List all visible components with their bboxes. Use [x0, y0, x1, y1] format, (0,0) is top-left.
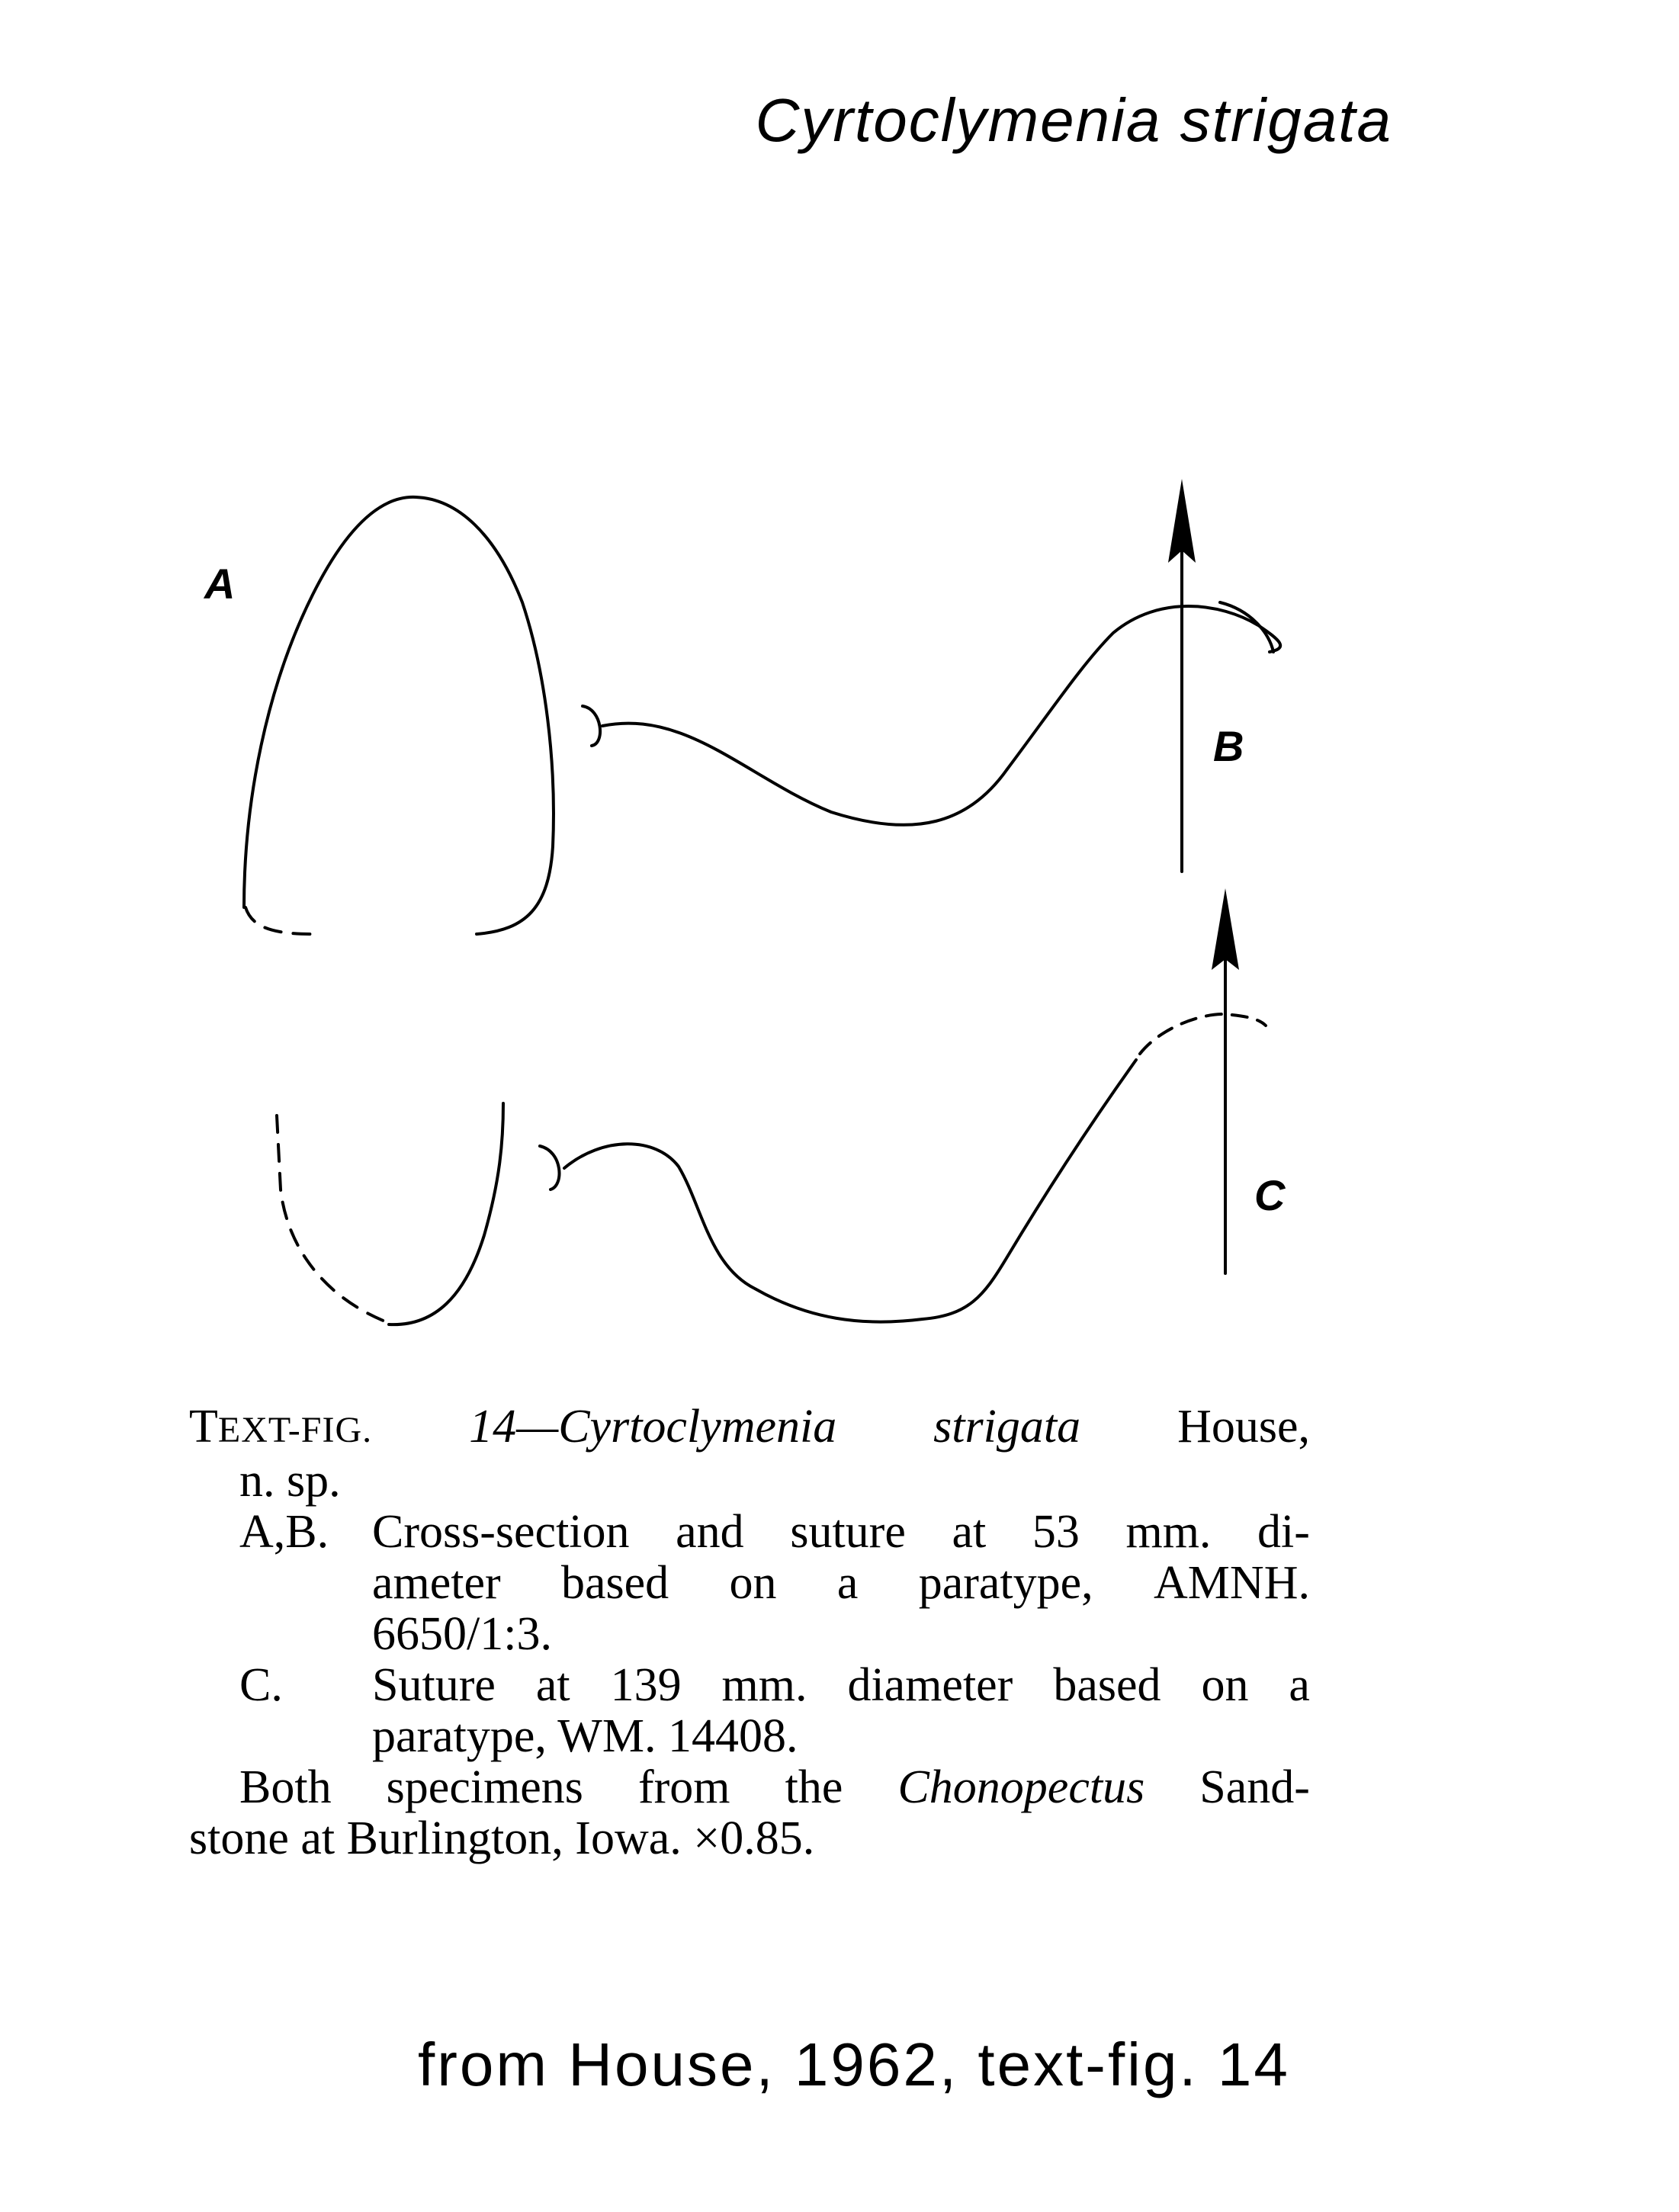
- word: Both: [239, 1761, 332, 1813]
- word: 139: [610, 1659, 682, 1711]
- page-title: Cyrtoclymenia strigata: [755, 86, 1392, 154]
- figure-caption: [189, 1401, 1310, 1864]
- caption-nsp-line: [189, 1456, 1310, 1507]
- caption-prefix-rest: EXT-FIG.: [217, 1410, 373, 1450]
- word: 53: [1032, 1506, 1080, 1558]
- caption-entry-ab-key: A,B.: [239, 1506, 329, 1558]
- caption-entry-c-key: C.: [239, 1659, 283, 1711]
- caption-locality-line2: [189, 1813, 1310, 1864]
- word: di-: [1257, 1506, 1310, 1558]
- word: at: [952, 1506, 987, 1558]
- caption-entry-c-line1: [372, 1660, 1310, 1711]
- word: a: [1289, 1659, 1310, 1711]
- caption-author: House,: [1177, 1401, 1310, 1453]
- caption-heading-line: [189, 1401, 1310, 1456]
- suture-c: [540, 1146, 560, 1189]
- suture-c-line: [564, 1060, 1136, 1322]
- caption-genus: Cyrtoclymenia: [558, 1401, 837, 1453]
- caption-entry-ab-line1: [372, 1507, 1310, 1558]
- suture-b-end: [1220, 602, 1273, 652]
- suture-b-line: [602, 606, 1280, 825]
- word: a: [836, 1557, 859, 1609]
- caption-nsp: n. sp.: [239, 1455, 341, 1507]
- genus-name: Chonopectus: [897, 1761, 1145, 1813]
- word: Suture: [372, 1659, 496, 1711]
- caption-entry-c: [189, 1660, 1310, 1711]
- caption-fig-number: 14: [469, 1401, 517, 1453]
- word: based: [1053, 1659, 1161, 1711]
- arrow-c-head: [1212, 888, 1239, 970]
- word: based: [561, 1557, 669, 1609]
- figure-label-a: A: [204, 560, 236, 608]
- word: on: [729, 1557, 777, 1609]
- specimen-number: 6650/1:3.: [372, 1608, 552, 1660]
- figure-label-b: B: [1213, 722, 1244, 770]
- figure-label-c: C: [1254, 1171, 1286, 1219]
- caption-entry-ab-line2: [189, 1558, 1310, 1609]
- caption-entry-ab: [189, 1507, 1310, 1558]
- caption-dash: —: [516, 1401, 559, 1453]
- word: diameter: [847, 1659, 1013, 1711]
- word: paratype,: [918, 1557, 1093, 1609]
- cross-section-c-dashed: [277, 1116, 389, 1323]
- cross-section-a-dashed: [246, 907, 313, 934]
- caption-entry-ab-line3: [189, 1609, 1310, 1660]
- word: the: [785, 1761, 843, 1813]
- word: at: [535, 1659, 570, 1711]
- word: mm.: [1125, 1506, 1212, 1558]
- word: specimens: [386, 1761, 583, 1813]
- specimen-number: paratype, WM. 14408.: [372, 1710, 798, 1762]
- cross-section-a: [244, 497, 554, 934]
- suture-b: [583, 706, 600, 746]
- caption-entry-c-line2: [189, 1711, 1310, 1762]
- caption-epithet: strigata: [933, 1401, 1081, 1453]
- word: mm.: [721, 1659, 807, 1711]
- word: from: [638, 1761, 730, 1813]
- caption-locality-line1: [189, 1762, 1310, 1813]
- cross-section-c: [389, 1103, 503, 1324]
- word: Cross-section: [372, 1506, 630, 1558]
- caption-prefix-initial: T: [189, 1401, 218, 1453]
- suture-c-dashed: [1140, 1014, 1266, 1054]
- word: suture: [790, 1506, 906, 1558]
- word: on: [1201, 1659, 1249, 1711]
- word: Sand-: [1199, 1761, 1310, 1813]
- word: ameter: [372, 1557, 501, 1609]
- arrow-b-head: [1168, 479, 1196, 563]
- locality-text: stone at Burlington, Iowa. ×0.85.: [189, 1812, 815, 1864]
- source-credit: from House, 1962, text-fig. 14: [418, 2031, 1290, 2098]
- word: and: [676, 1506, 744, 1558]
- word: AMNH.: [1154, 1557, 1310, 1609]
